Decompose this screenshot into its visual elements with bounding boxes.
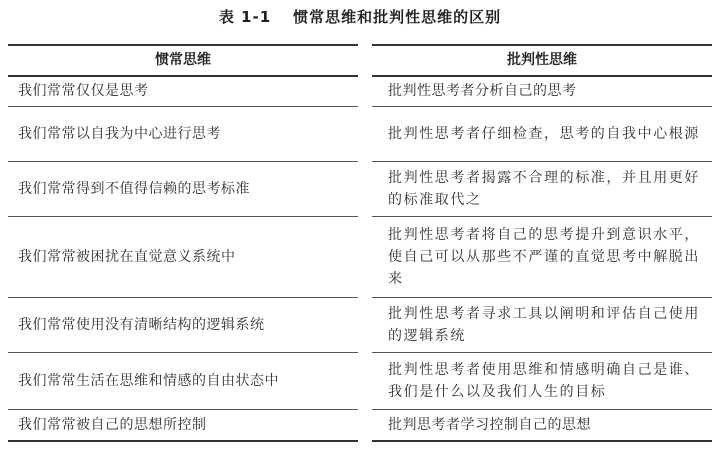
table-title: 惯常思维和批判性思维的区别 [293, 8, 502, 26]
cell-habitual-4: 我们常常被困扰在直觉意义系统中 [18, 249, 236, 265]
cell-habitual-7: 我们常常被自己的思想所控制 [18, 417, 207, 433]
cell-critical-3-text: 批判性思考者揭露不合理的标准，并且用更好的标准取代之 [388, 170, 700, 208]
header-critical: 批判性思维 [507, 52, 577, 68]
table-top-rule [8, 44, 358, 46]
cell-critical-1-text: 批判性思考者分析自己的思考 [388, 83, 577, 99]
table-caption [0, 6, 720, 27]
column-habitual [8, 44, 358, 454]
cell-critical-2-text: 批判性思考者仔细检查，思考的自我中心根源 [388, 126, 700, 142]
cell-habitual-2: 我们常常以自我为中心进行思考 [18, 126, 221, 142]
cell-critical-5-text: 批判性思考者寻求工具以阐明和评估自己使用的逻辑系统 [388, 306, 700, 344]
cell-critical-4-text: 批判性思考者将自己的思考提升到意识水平，使自己可以从那些不严谨的直觉思考中解脱出来 [388, 227, 700, 287]
table-top-rule [372, 44, 712, 46]
column-critical [372, 44, 712, 454]
cell-critical-3 [372, 162, 712, 216]
cell-critical-7-text: 批判思考者学习控制自己的思想 [388, 417, 591, 433]
comparison-table [8, 44, 712, 454]
cell-habitual-3: 我们常常得到不值得信赖的思考标准 [18, 181, 250, 197]
cell-habitual-5: 我们常常使用没有清晰结构的逻辑系统 [18, 317, 265, 333]
header-habitual: 惯常思维 [155, 52, 211, 68]
table-bottom-rule [372, 440, 712, 442]
cell-habitual-6: 我们常常生活在思维和情感的自由状态中 [18, 373, 279, 389]
cell-critical-5 [372, 298, 712, 352]
cell-critical-2 [372, 107, 712, 161]
cell-critical-1 [372, 76, 712, 106]
cell-habitual-1: 我们常常仅仅是思考 [18, 83, 149, 99]
table-number: 表 1-1 [218, 8, 272, 26]
cell-critical-6 [372, 353, 712, 409]
cell-critical-4 [372, 217, 712, 297]
table-bottom-rule [8, 440, 358, 442]
cell-critical-6-text: 批判性思考者使用思维和情感明确自己是谁、我们是什么以及我们人生的目标 [388, 362, 700, 400]
cell-critical-7 [372, 410, 712, 440]
